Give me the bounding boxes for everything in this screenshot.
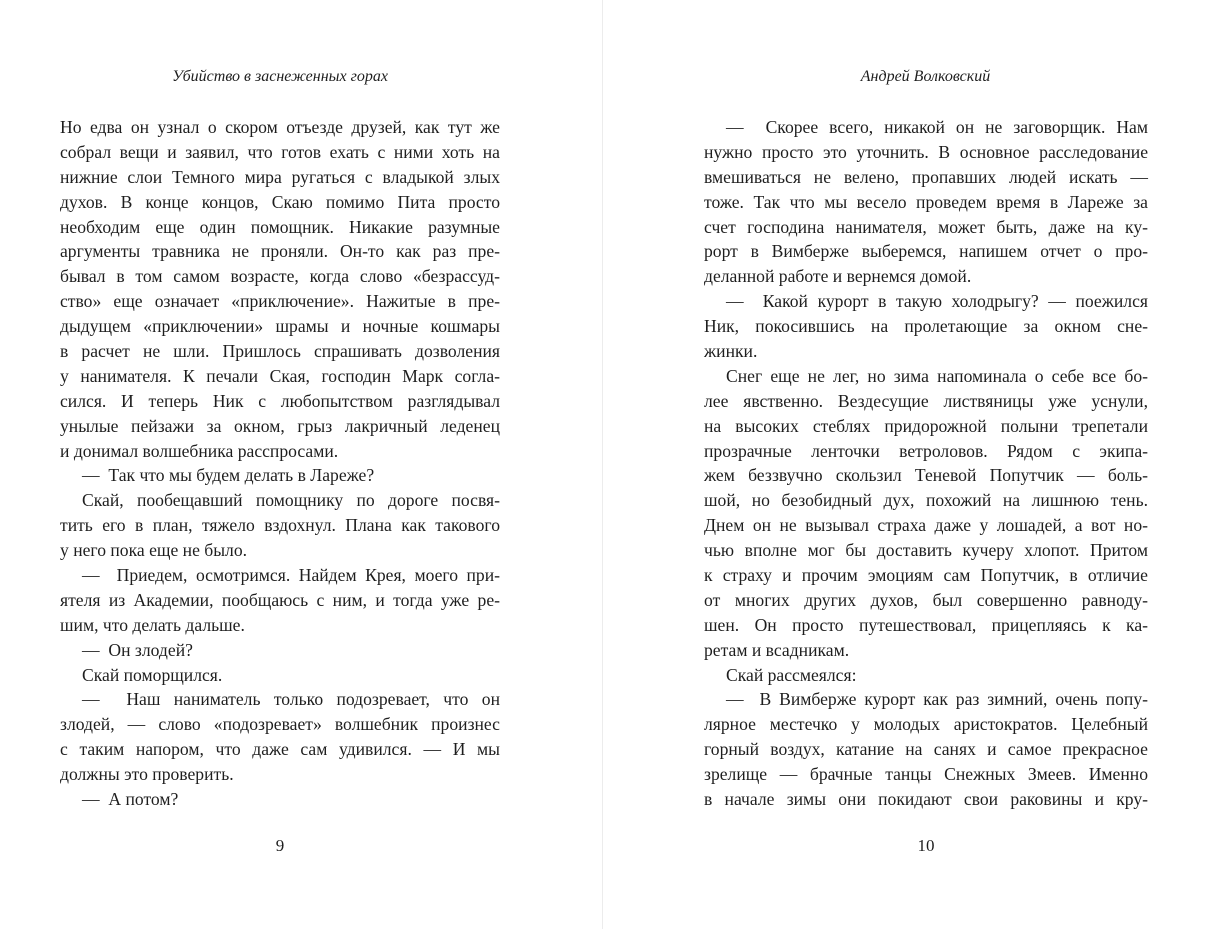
text-line: — Так что мы будем делать в Лареже? xyxy=(82,465,375,486)
left-page xyxy=(0,0,602,929)
text-line: духов. В конце концов, Скаю помимо Пита просто xyxy=(60,191,500,212)
text-line: в начале зимы они покидают свои раковины и кру- xyxy=(704,789,1148,810)
text-line: рорт в Вимберже выберемся, напишем отчет о про- xyxy=(704,241,1148,262)
page-body-text xyxy=(60,115,500,812)
text-line: должны это проверить. xyxy=(60,764,234,785)
paragraph xyxy=(60,687,500,787)
text-line: счет господина нанимателя, может быть, даже на ку- xyxy=(704,216,1148,237)
text-line: тить его в план, тяжело вздохнул. Плана как такового xyxy=(60,515,500,536)
paragraph xyxy=(60,638,500,663)
running-head-author: Андрей Волковский xyxy=(860,68,991,85)
text-line: на высоких стеблях придорожной полыни трепетали xyxy=(704,415,1148,436)
text-line: лее явственно. Вездесущие листвяницы уже уснули, xyxy=(704,390,1148,411)
paragraph xyxy=(704,687,1148,811)
text-line: — Он злодей? xyxy=(82,639,193,660)
text-line: Но едва он узнал о скором отъезде друзей, как тут же xyxy=(60,117,500,137)
text-line: — Скорее всего, никакой он не заговорщик. Нам xyxy=(726,117,1148,137)
text-line: бывал в том самом возрасте, когда слово «безрассуд- xyxy=(60,266,500,287)
text-line: шой, но безобидный дух, похожий на лишнюю тень. xyxy=(704,490,1148,511)
text-line: и донимал волшебника расспросами. xyxy=(60,440,339,461)
paragraph xyxy=(60,563,500,638)
text-line: шен. Он просто путешествовал, прицепляясь к ка- xyxy=(704,614,1148,635)
text-line: чью вполне мог бы доставить кучеру хлопот. Притом xyxy=(704,540,1148,561)
text-line: у нанимателя. К печали Ская, господин Марк согла- xyxy=(60,365,500,386)
text-line: с таким напором, что даже сам удивился. — И мы xyxy=(60,739,500,760)
text-line: в расчет не шли. Пришлось спрашивать дозволения xyxy=(60,341,500,362)
text-line: ретам и всадникам. xyxy=(704,639,850,660)
text-line: Снег еще не лег, но зима напоминала о себе все бо- xyxy=(726,365,1148,386)
page-number: 9 xyxy=(275,836,285,855)
text-line: от многих других духов, был совершенно равноду- xyxy=(704,589,1148,610)
text-line: собрал вещи и заявил, что готов ехать с ними хоть на xyxy=(60,141,500,162)
page-body-text xyxy=(704,115,1148,812)
running-head-title: Убийство в заснеженных горах xyxy=(172,68,388,85)
text-line: ятеля из Академии, пообщаюсь с ним, и тогда уже ре- xyxy=(60,589,500,610)
paragraph xyxy=(60,663,500,688)
text-line: необходим еще один помощник. Никакие разумные xyxy=(60,216,500,237)
text-line: — Наш наниматель только подозревает, что он xyxy=(82,689,500,710)
paragraph xyxy=(60,787,500,812)
text-line: нужно просто это уточнить. В основное расследование xyxy=(704,141,1148,162)
text-line: вмешиваться не велено, пропавших людей искать — xyxy=(704,166,1148,187)
paragraph xyxy=(60,488,500,563)
text-line: аргументы травника не проняли. Он-то как раз пре- xyxy=(60,241,500,262)
spine-divider xyxy=(602,0,603,929)
text-line: — В Вимберже курорт как раз зимний, очень попу- xyxy=(726,689,1148,710)
text-line: Ник, покосившись на пролетающие за окном сне- xyxy=(704,316,1148,337)
text-line: к страху и прочим эмоциям сам Попутчик, в отличие xyxy=(704,565,1148,586)
text-line: Скай поморщился. xyxy=(82,664,223,685)
paragraph xyxy=(704,663,1148,688)
text-line: Скай, пообещавший помощнику по дороге посвя- xyxy=(82,490,500,511)
text-line: лярное местечко у молодых аристократов. Целебный xyxy=(704,714,1148,735)
paragraph xyxy=(60,463,500,488)
text-line: у него пока еще не было. xyxy=(60,540,248,561)
text-line: жем беззвучно скользил Теневой Попутчик — боль- xyxy=(704,465,1148,486)
page-number: 10 xyxy=(917,836,935,855)
right-page xyxy=(604,0,1207,929)
text-line: унылые пейзажи за окном, грыз лакричный леденец xyxy=(60,415,500,436)
paragraph xyxy=(704,115,1148,289)
text-line: — А потом? xyxy=(82,789,179,810)
text-line: Скай рассмеялся: xyxy=(726,664,857,685)
text-line: сился. И теперь Ник с любопытством разглядывал xyxy=(60,390,500,411)
text-line: нижние слои Темного мира ругаться с владыкой злых xyxy=(60,166,500,187)
text-line: горный воздух, катание на санях и самое прекрасное xyxy=(704,739,1148,760)
text-line: жинки. xyxy=(704,341,758,362)
text-line: Днем он не вызывал страха даже у лошадей, а вот но- xyxy=(704,515,1148,536)
text-line: деланной работе и вернемся домой. xyxy=(704,266,972,287)
text-line: тоже. Так что мы весело проведем время в Лареже за xyxy=(704,191,1148,212)
text-line: — Какой курорт в такую холодрыгу? — поежился xyxy=(726,291,1148,312)
paragraph xyxy=(704,289,1148,364)
text-line: — Приедем, осмотримся. Найдем Крея, моего при- xyxy=(82,565,500,586)
text-line: шим, что делать дальше. xyxy=(60,614,245,635)
text-line: прозрачные ленточки ветроловов. Рядом с экипа- xyxy=(704,440,1148,461)
paragraph xyxy=(60,115,500,463)
text-line: дыдущем «приключении» шрамы и ночные кошмары xyxy=(60,316,500,337)
paragraph xyxy=(704,364,1148,663)
text-line: злодей, — слово «подозревает» волшебник произнес xyxy=(60,714,500,735)
text-line: зрелище — брачные танцы Снежных Змеев. Именно xyxy=(704,764,1148,785)
text-line: ство» еще означает «приключение». Нажитые в пре- xyxy=(60,291,500,312)
